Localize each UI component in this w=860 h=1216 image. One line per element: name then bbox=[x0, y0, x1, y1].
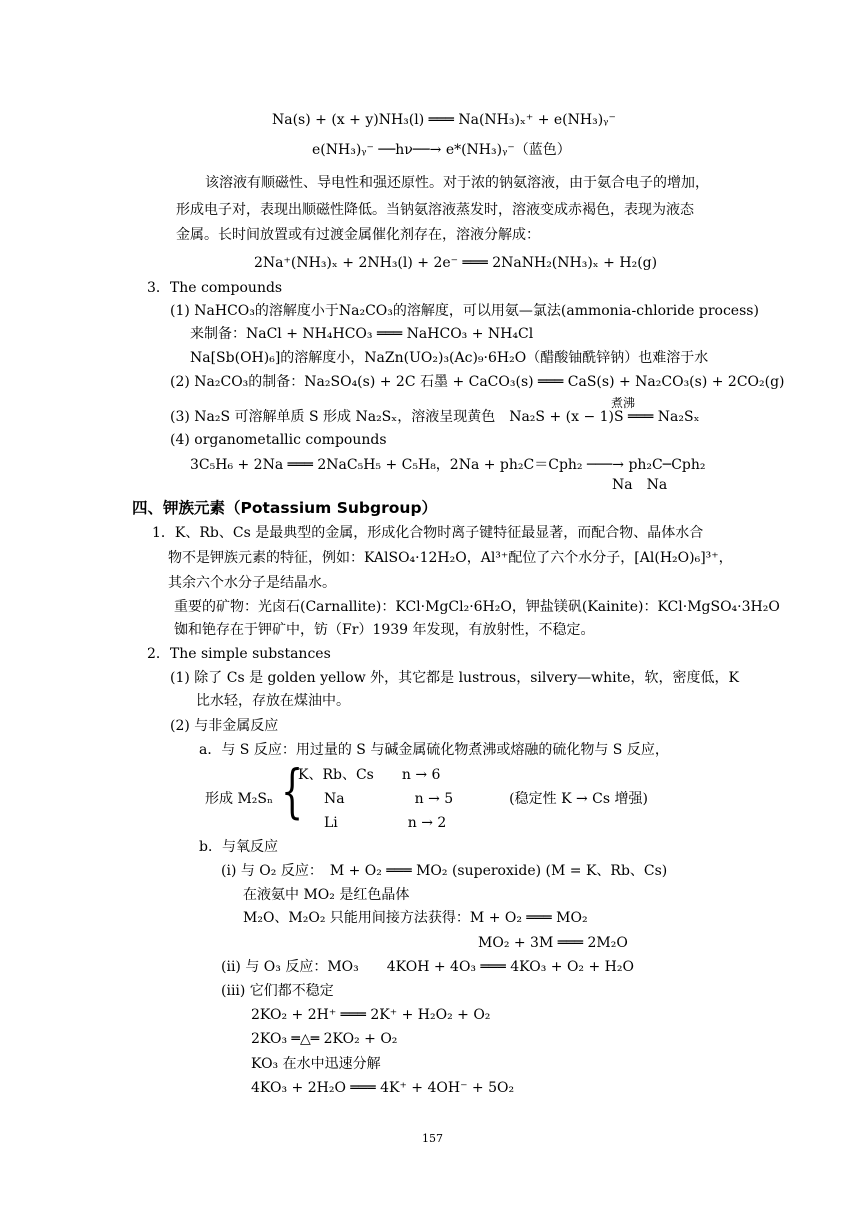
paragraph-line: 铷和铯存在于钾矿中，钫（Fr）1939 年发现，有放射性，不稳定。 bbox=[174, 622, 595, 638]
paragraph-line: a．与 S 反应：用过量的 S 与碱金属硫化物煮沸或熔融的硫化物与 S 反应， bbox=[199, 742, 669, 758]
paragraph-line: (i) 与 O₂ 反应： M + O₂ ═══ MO₂ (superoxide) (M = K、Rb、Cs) bbox=[221, 863, 668, 879]
section-heading: 2．The simple substances bbox=[147, 646, 331, 662]
paragraph-line: Na[Sb(OH)₆]的溶解度小，NaZn(UO₂)₃(Ac)₉·6H₂O（醋酸铀酰锌钠）也难溶于水 bbox=[190, 350, 709, 366]
paragraph-line: (ii) 与 O₃ 反应：MO₃ 4KOH + 4O₃ ═══ 4KO₃ + O₂ + H₂O bbox=[221, 959, 634, 975]
paragraph-line: 来制备：NaCl + NH₄HCO₃ ═══ NaHCO₃ + NH₄Cl bbox=[190, 326, 534, 342]
paragraph-line: (3) Na₂S 可溶解单质 S 形成 Na₂Sₓ，溶液呈现黄色 Na₂S + (x − 1)S ═══ Na₂Sₓ bbox=[170, 409, 700, 425]
paragraph-line: 形成电子对，表现出顺磁性降低。当钠氨溶液蒸发时，溶液变成赤褐色，表现为液态 bbox=[176, 202, 694, 218]
paragraph-line: 比水轻，存放在煤油中。 bbox=[196, 693, 350, 709]
equation-line: MO₂ + 3M ═══ 2M₂O bbox=[478, 935, 628, 951]
page-number: 157 bbox=[422, 1132, 443, 1145]
paragraph-line: 重要的矿物：光卤石(Carnallite)：KCl·MgCl₂·6H₂O，钾盐镁矾(Kainite)：KCl·MgSO₄·3H₂O bbox=[174, 599, 780, 615]
paragraph-line: 该溶液有顺磁性、导电性和强还原性。对于浓的钠氨溶液，由于氨合电子的增加， bbox=[205, 175, 709, 191]
paragraph-line: 物不是钾族元素的特征，例如：KAlSO₄·12H₂O，Al³⁺配位了六个水分子，[Al(H₂O)₆]³⁺， bbox=[168, 550, 733, 566]
paragraph-line: KO₃ 在水中迅速分解 bbox=[251, 1056, 381, 1072]
paragraph-line: 其余六个水分子是结晶水。 bbox=[168, 575, 336, 591]
reaction-condition: 煮沸 bbox=[611, 396, 636, 410]
paragraph-line: (iii) 它们都不稳定 bbox=[221, 983, 334, 999]
paragraph-line: (4) organometallic compounds bbox=[170, 432, 387, 448]
equation-line: Li n → 2 bbox=[324, 815, 447, 831]
section-heading: 3．The compounds bbox=[147, 280, 283, 296]
chapter-heading: 四、钾族元素（Potassium Subgroup） bbox=[132, 499, 438, 517]
equation-line: Na n → 5 (稳定性 K → Cs 增强) bbox=[324, 791, 648, 807]
equation-line: 4KO₃ + 2H₂O ═══ 4K⁺ + 4OH⁻ + 5O₂ bbox=[251, 1080, 515, 1096]
paragraph-line: (2) Na₂CO₃的制备：Na₂SO₄(s) + 2C 石墨 + CaCO₃(s) ═══ CaS(s) + Na₂CO₃(s) + 2CO₂(g) bbox=[170, 374, 785, 390]
equation-line: K、Rb、Cs n → 6 bbox=[298, 767, 441, 783]
equation-line: 2KO₃ ═△═ 2KO₂ + O₂ bbox=[251, 1031, 398, 1047]
paragraph-line: M₂O、M₂O₂ 只能用间接方法获得：M + O₂ ═══ MO₂ bbox=[243, 910, 588, 926]
equation-line: 3C₅H₆ + 2Na ═══ 2NaC₅H₅ + C₅H₈，2Na + ph₂C＝Cph₂ ───→ ph₂C─Cph₂ bbox=[190, 457, 706, 473]
equation-line: 2Na⁺(NH₃)ₓ + 2NH₃(l) + 2e⁻ ═══ 2NaNH₂(NH₃)ₓ + H₂(g) bbox=[254, 255, 658, 271]
paragraph-line: b．与氧反应 bbox=[199, 839, 278, 855]
paragraph-line: (1) 除了 Cs 是 golden yellow 外，其它都是 lustrous，silvery—white，软，密度低，K bbox=[170, 670, 739, 686]
paragraph-line: (1) NaHCO₃的溶解度小于Na₂CO₃的溶解度，可以用氨—氯法(ammonia-chloride process) bbox=[170, 303, 759, 319]
equation-line: 2KO₂ + 2H⁺ ═══ 2K⁺ + H₂O₂ + O₂ bbox=[251, 1007, 491, 1023]
equation-line: 形成 M₂Sₙ bbox=[205, 791, 274, 807]
paragraph-line: 在液氨中 MO₂ 是红色晶体 bbox=[243, 887, 410, 903]
paragraph-line: 金属。长时间放置或有过渡金属催化剂存在，溶液分解成： bbox=[176, 227, 540, 243]
paragraph-line: (2) 与非金属反应 bbox=[170, 718, 279, 734]
paragraph-line: 1．K、Rb、Cs 是最典型的金属，形成化合物时离子键特征最显著，而配合物、晶体水合 bbox=[152, 525, 704, 541]
equation-substituent: Na Na bbox=[612, 477, 668, 493]
equation-line: e(NH₃)ᵧ⁻ ──hν──→ e*(NH₃)ᵧ⁻（蓝色） bbox=[312, 142, 571, 158]
equation-line: Na(s) + (x + y)NH₃(l) ═══ Na(NH₃)ₓ⁺ + e(NH₃)ᵧ⁻ bbox=[272, 112, 616, 128]
brace-symbol: { bbox=[281, 757, 304, 825]
